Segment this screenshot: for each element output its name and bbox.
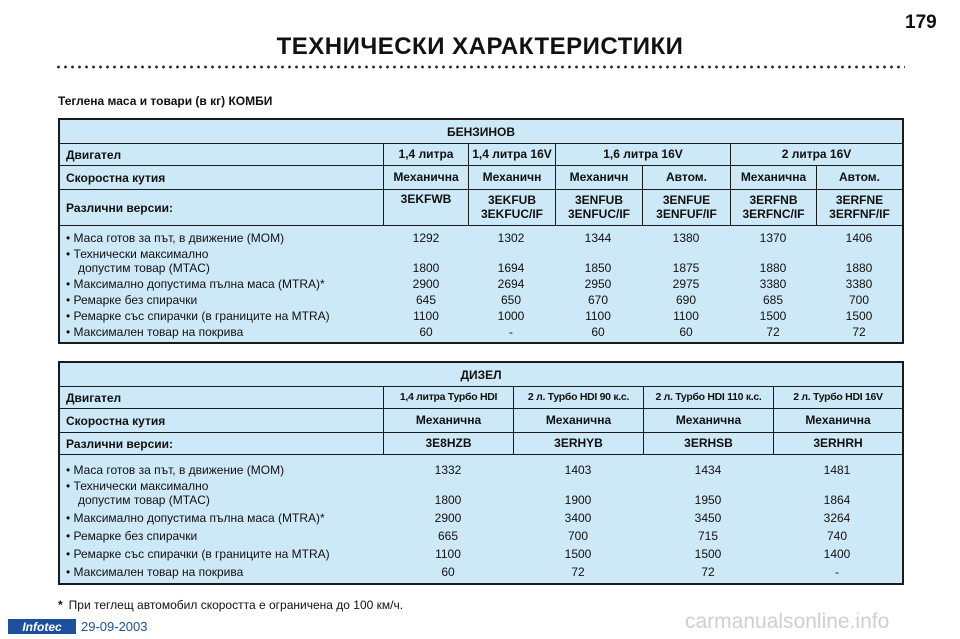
diesel-data-block xyxy=(60,455,902,583)
petrol-engine-row xyxy=(60,144,902,166)
versions-label: Различни версии: xyxy=(66,436,174,451)
engine-cell: 2 л. Турбо HDI 110 к.с. xyxy=(643,387,773,408)
data-row-label: • Ремарке без спирачки xyxy=(66,529,198,543)
gearbox-cell: Механична xyxy=(383,166,468,189)
data-value: 2900 xyxy=(412,277,440,291)
data-value: 685 xyxy=(762,293,784,307)
versions-label: Различни версии: xyxy=(66,200,174,215)
watermark: carmanualsonline.info xyxy=(685,610,890,633)
data-value: 1900 xyxy=(564,493,592,507)
data-value: 650 xyxy=(500,293,522,307)
data-value: 72 xyxy=(852,325,866,339)
data-value: 1302 xyxy=(497,231,525,245)
data-value: 670 xyxy=(587,293,609,307)
data-value: 1403 xyxy=(564,463,592,477)
data-value: 60 xyxy=(419,325,433,339)
petrol-section-header xyxy=(60,120,902,144)
engine-label: Двигател xyxy=(66,147,122,162)
data-value: 740 xyxy=(826,529,848,543)
data-value: 1100 xyxy=(435,547,461,561)
engine-cell: 1,4 литра 16V xyxy=(468,144,555,165)
data-value: 1380 xyxy=(672,231,700,245)
data-value: 1800 xyxy=(434,493,462,507)
data-value: 1500 xyxy=(845,309,873,323)
gearbox-cell: Механичн xyxy=(468,166,555,189)
version-cell: 3ERHYB xyxy=(513,433,643,454)
data-value: 690 xyxy=(675,293,697,307)
data-value: 1850 xyxy=(584,261,612,275)
data-value: 72 xyxy=(701,565,715,579)
data-row-label: • Максимален товар на покрива xyxy=(66,565,244,579)
data-row-label: • Технически максимално допустим товар (MTAC) xyxy=(66,479,210,507)
table-subtitle: Теглена маса и товари (в кг) КОМБИ xyxy=(58,94,273,108)
data-value: 1500 xyxy=(694,547,722,561)
petrol-data-block xyxy=(60,226,902,340)
engine-cell: 2 л. Турбо HDI 16V xyxy=(773,387,902,408)
data-value: 1100 xyxy=(585,309,611,323)
footer-date: 29-09-2003 xyxy=(81,619,148,634)
data-value: 1100 xyxy=(413,309,439,323)
dotted-divider xyxy=(55,64,905,70)
data-value: 1950 xyxy=(694,493,722,507)
gearbox-cell: Автом. xyxy=(642,166,730,189)
gearbox-cell: Механична xyxy=(643,409,773,432)
data-value: 715 xyxy=(697,529,719,543)
version-cell: 3ENFUE 3ENFUF/IF xyxy=(642,190,730,225)
gearbox-cell: Механичн xyxy=(555,166,642,189)
petrol-gearbox-row xyxy=(60,166,902,190)
data-value: 2950 xyxy=(584,277,612,291)
data-row-label: • Технически максимално допустим товар (MTAC) xyxy=(66,247,210,275)
diesel-section-header xyxy=(60,363,902,387)
petrol-versions-row xyxy=(60,190,902,226)
footnote-star: * xyxy=(58,598,63,612)
footnote-text: При теглещ автомобил скоростта е ограничена до 100 км/ч. xyxy=(68,598,404,612)
data-value: 1406 xyxy=(845,231,873,245)
infotec-logo: Infotec xyxy=(8,619,76,634)
gearbox-label: Скоростна кутия xyxy=(66,170,166,185)
data-value: 1100 xyxy=(673,309,699,323)
data-value: 3400 xyxy=(564,511,592,525)
data-row-label: • Максимално допустима пълна маса (MTRA)* xyxy=(66,277,325,291)
gearbox-cell: Автом. xyxy=(816,166,902,189)
version-cell: 3EKFUB 3EKFUC/IF xyxy=(468,190,555,225)
data-row-label: • Ремарке без спирачки xyxy=(66,293,198,307)
gearbox-cell: Механична xyxy=(513,409,643,432)
data-value: 72 xyxy=(571,565,585,579)
data-value: 1481 xyxy=(823,463,851,477)
data-value: 1400 xyxy=(823,547,851,561)
version-cell: 3EKFWB xyxy=(383,190,468,225)
data-value: 1000 xyxy=(497,309,525,323)
data-value: 1875 xyxy=(672,261,700,275)
engine-cell: 2 литра 16V xyxy=(730,144,902,165)
version-cell: 3E8HZB xyxy=(383,433,513,454)
data-value: 700 xyxy=(567,529,589,543)
data-value: 1500 xyxy=(564,547,592,561)
data-value: 60 xyxy=(441,565,455,579)
data-value: 1500 xyxy=(759,309,787,323)
version-cell: 3ERHRH xyxy=(773,433,902,454)
data-row-label: • Маса готов за път, в движение (MOM) xyxy=(66,463,285,477)
petrol-section-title: БЕНЗИНОВ xyxy=(446,124,516,139)
engine-label: Двигател xyxy=(66,390,122,405)
data-value: 1370 xyxy=(759,231,787,245)
data-value: 2694 xyxy=(497,277,525,291)
gearbox-cell: Механична xyxy=(730,166,816,189)
data-value: 3450 xyxy=(694,511,722,525)
data-value: 700 xyxy=(848,293,870,307)
data-value: 3380 xyxy=(759,277,787,291)
data-value: 1344 xyxy=(584,231,612,245)
data-value: 3264 xyxy=(823,511,851,525)
data-value: 665 xyxy=(437,529,459,543)
data-row-label: • Максимален товар на покрива xyxy=(66,325,244,339)
engine-cell: 1,4 литра xyxy=(383,144,468,165)
version-cell: 3ERHSB xyxy=(643,433,773,454)
data-value: 60 xyxy=(591,325,605,339)
diesel-versions-row xyxy=(60,433,902,455)
version-cell: 3ERFNB 3ERFNC/IF xyxy=(730,190,816,225)
page-number: 179 xyxy=(905,12,937,33)
engine-cell: 1,4 литра Турбо HDI xyxy=(383,387,513,408)
data-row-label: • Ремарке със спирачки (в границите на MTRA) xyxy=(66,547,330,561)
data-row-label: • Маса готов за път, в движение (MOM) xyxy=(66,231,285,245)
diesel-gearbox-row xyxy=(60,409,902,433)
data-value: 1880 xyxy=(845,261,873,275)
diesel-section-title: ДИЗЕЛ xyxy=(460,367,502,382)
data-value: 1864 xyxy=(823,493,851,507)
data-value: 2900 xyxy=(434,511,462,525)
data-value: 1694 xyxy=(497,261,525,275)
version-cell: 3ERFNE 3ERFNF/IF xyxy=(816,190,902,225)
diesel-engine-row xyxy=(60,387,902,409)
data-value: - xyxy=(509,325,513,339)
gearbox-cell: Механична xyxy=(383,409,513,432)
data-value: 3380 xyxy=(845,277,873,291)
data-value: 72 xyxy=(766,325,780,339)
data-value: 1434 xyxy=(694,463,722,477)
data-value: 60 xyxy=(679,325,693,339)
data-value: 1292 xyxy=(412,231,440,245)
diesel-spec-table xyxy=(58,361,904,585)
data-value: 1332 xyxy=(434,463,462,477)
gearbox-cell: Механична xyxy=(773,409,902,432)
gearbox-label: Скоростна кутия xyxy=(66,413,166,428)
data-row-label: • Ремарке със спирачки (в границите на MTRA) xyxy=(66,309,330,323)
data-value: 645 xyxy=(415,293,437,307)
version-cell: 3ENFUB 3ENFUC/IF xyxy=(555,190,642,225)
data-value: 2975 xyxy=(672,277,700,291)
page-title: ТЕХНИЧЕСКИ ХАРАКТЕРИСТИКИ xyxy=(276,33,684,60)
data-value: 1880 xyxy=(759,261,787,275)
data-value: 1800 xyxy=(412,261,440,275)
footnote xyxy=(58,598,403,612)
engine-cell: 1,6 литра 16V xyxy=(555,144,730,165)
data-row-label: • Максимално допустима пълна маса (MTRA)* xyxy=(66,511,325,525)
data-value: - xyxy=(835,565,839,579)
petrol-spec-table xyxy=(58,118,904,344)
engine-cell: 2 л. Турбо HDI 90 к.с. xyxy=(513,387,643,408)
